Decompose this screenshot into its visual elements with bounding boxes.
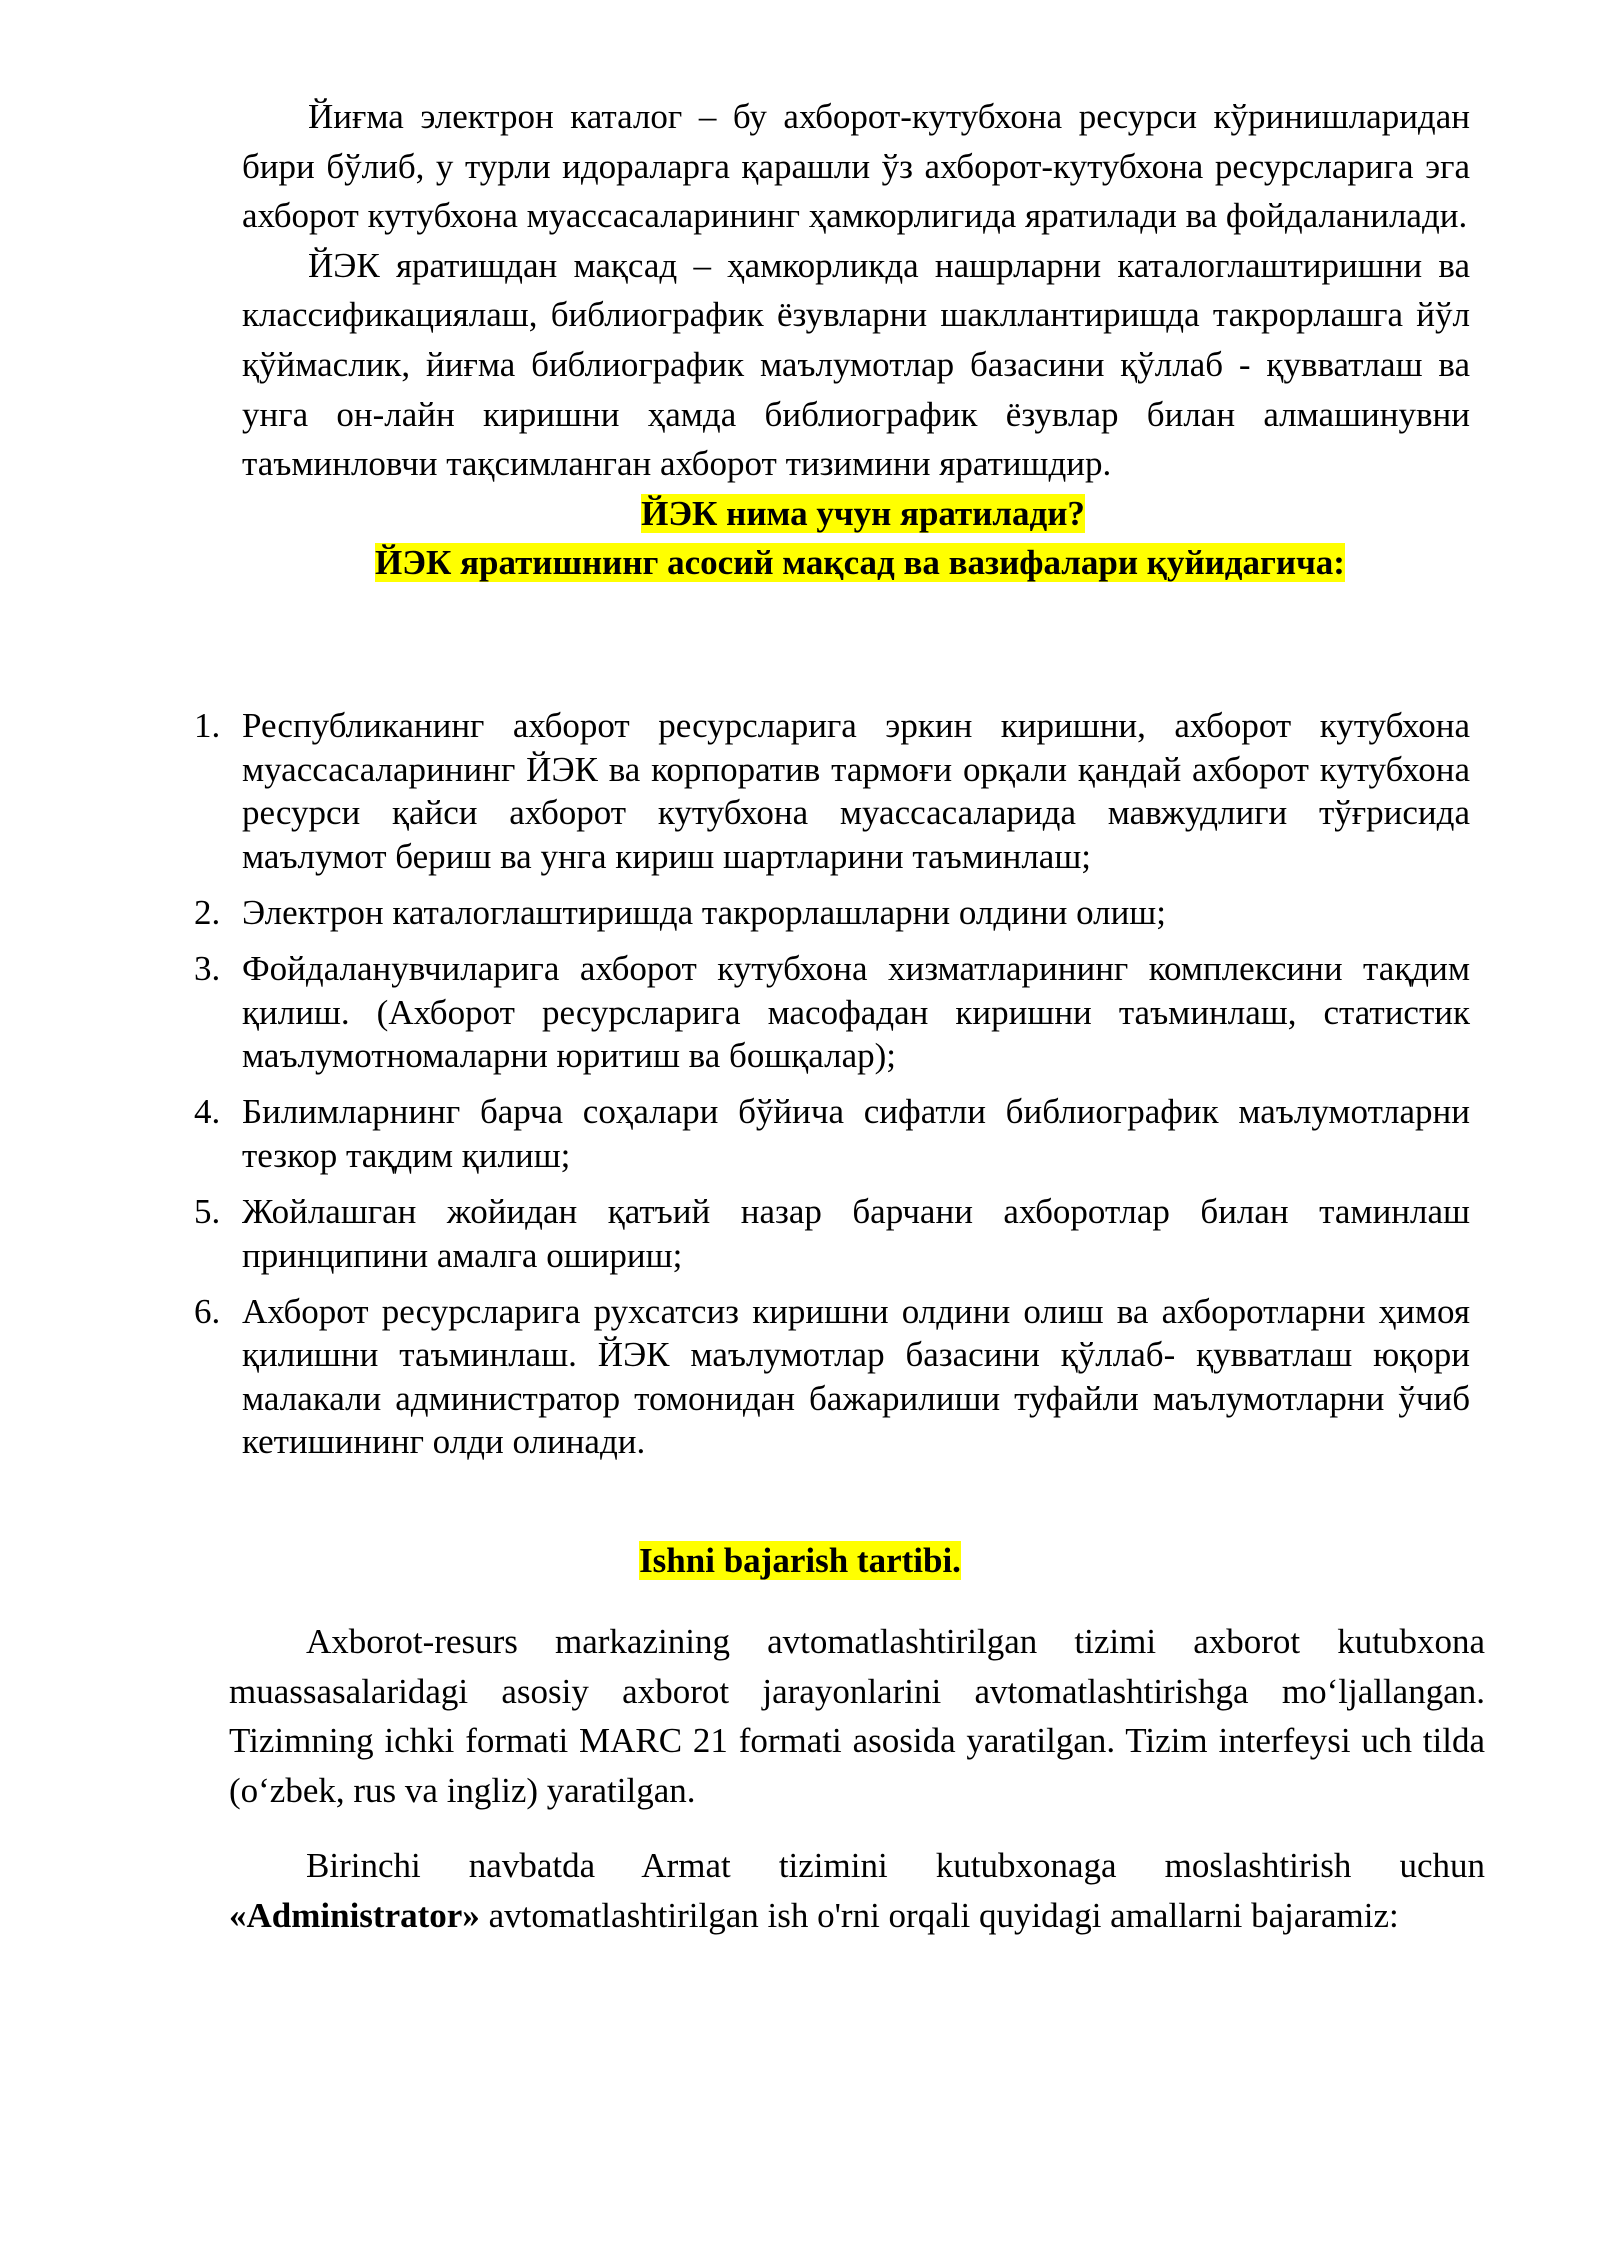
list-item-text: Жойлашган жойидан қатъий назар барчани ахборотлар билан таминлаш принципини амалга ошириш; — [242, 1192, 1470, 1275]
list-item-text: Республиканинг ахборот ресурсларига эркин киришни, ахборот кутубхона муассасаларининг ЙЭК ва корпоратив тармоғи орқали қандай ахборот кутубхона ресурси қайси ахборот кутубхона муассасаларида мавжудлиги тўғрисида маълумот бериш ва унга кириш шартларини таъминлаш; — [242, 706, 1470, 876]
list-item — [190, 1290, 1470, 1464]
list-item-number: 3. — [194, 949, 221, 989]
list-item — [190, 1090, 1470, 1177]
goals-heading — [242, 538, 1470, 588]
question-heading — [242, 489, 1470, 539]
procedure-paragraph-2-start: Birinchi navbatda Armat tizimini kutubxonaga moslashtirish uchun — [306, 1846, 1485, 1886]
list-item — [190, 1190, 1470, 1277]
intro-paragraph-2: ЙЭК яратишдан мақсад – ҳамкорликда нашрларни каталоглаштиришни ва классификациялаш, библиографик ёзувларни шакллантиришда такрорлашга йўл қўймаслик, йиғма библиографик маълумотлар базасини қўллаб - қувватлаш ва унга он-лайн киришни ҳамда библиографик ёзувлар билан алмашинувни таъминловчи тақсимланган ахборот тизимини яратишдир. — [242, 245, 1470, 484]
intro-paragraph-1: Йиғма электрон каталог – бу ахборот-кутубхона ресурси кўринишларидан бири бўлиб, у турли идораларга қарашли ўз ахборот-кутубхона ресурсларига эга ахборот кутубхона муассасаларининг ҳамкорлигида яратилади ва фойдаланилади. — [242, 97, 1470, 236]
procedure-paragraph-1: Axborot-resurs markazining avtomatlashtirilgan tizimi axborot kutubxona muassasalaridagi asosiy axborot jarayonlarini avtomatlashtirishga mo‘ljallangan. Tizimning ichki formati MARC 21 formati asosida yaratilgan. Tizim interfeysi uch tilda (o‘zbek, rus va ingliz) yaratilgan. — [229, 1622, 1485, 1810]
procedure-title — [0, 1537, 1600, 1585]
procedure-section — [229, 1617, 1485, 1941]
question-heading-text: ЙЭК нима учун яратилади? — [641, 493, 1085, 533]
list-item — [190, 891, 1470, 935]
intro-section — [242, 92, 1470, 588]
list-item-number: 4. — [194, 1092, 221, 1132]
list-item-text: Фойдаланувчиларига ахборот кутубхона хизматларининг комплексини тақдим қилиш. (Ахборот ресурсларига масофадан киришни таъминлаш, статистик маълумотномаларни юритиш ва бошқалар); — [242, 949, 1470, 1076]
procedure-title-text: Ishni bajarish tartibi. — [639, 1541, 961, 1580]
procedure-paragraph-2-end: avtomatlashtirilgan ish o'rni orqali quyidagi amallarni bajaramiz: — [488, 1895, 1399, 1935]
list-item — [190, 704, 1470, 878]
goals-heading-text: ЙЭК яратишнинг асосий мақсад ва вазифалари қуйидагича: — [375, 543, 1345, 583]
list-item-text: Электрон каталоглаштиришда такрорлашларни олдини олиш; — [242, 892, 1166, 932]
list-item-number: 1. — [194, 706, 221, 745]
administrator-term: «Administrator» — [229, 1895, 480, 1935]
list-item-number: 6. — [194, 1291, 221, 1331]
list-item-number: 2. — [194, 892, 221, 932]
list-item-text: Ахборот ресурсларига рухсатсиз киришни олдини олиш ва ахборотларни ҳимоя қилишни таъминлаш. ЙЭК маълумотлар базасини қўллаб- қувватлаш юқори малакали администратор томонидан бажарилиши туфайли маълумотларни ўчиб кетишининг олди олинади. — [242, 1291, 1470, 1462]
procedure-paragraph-2 — [229, 1841, 1485, 1940]
goals-list — [190, 704, 1470, 1477]
list-item — [190, 947, 1470, 1078]
list-item-number: 5. — [194, 1192, 221, 1232]
list-item-text: Билимларнинг барча соҳалари бўйича сифатли библиографик маълумотларни тезкор тақдим қилиш; — [242, 1092, 1470, 1175]
